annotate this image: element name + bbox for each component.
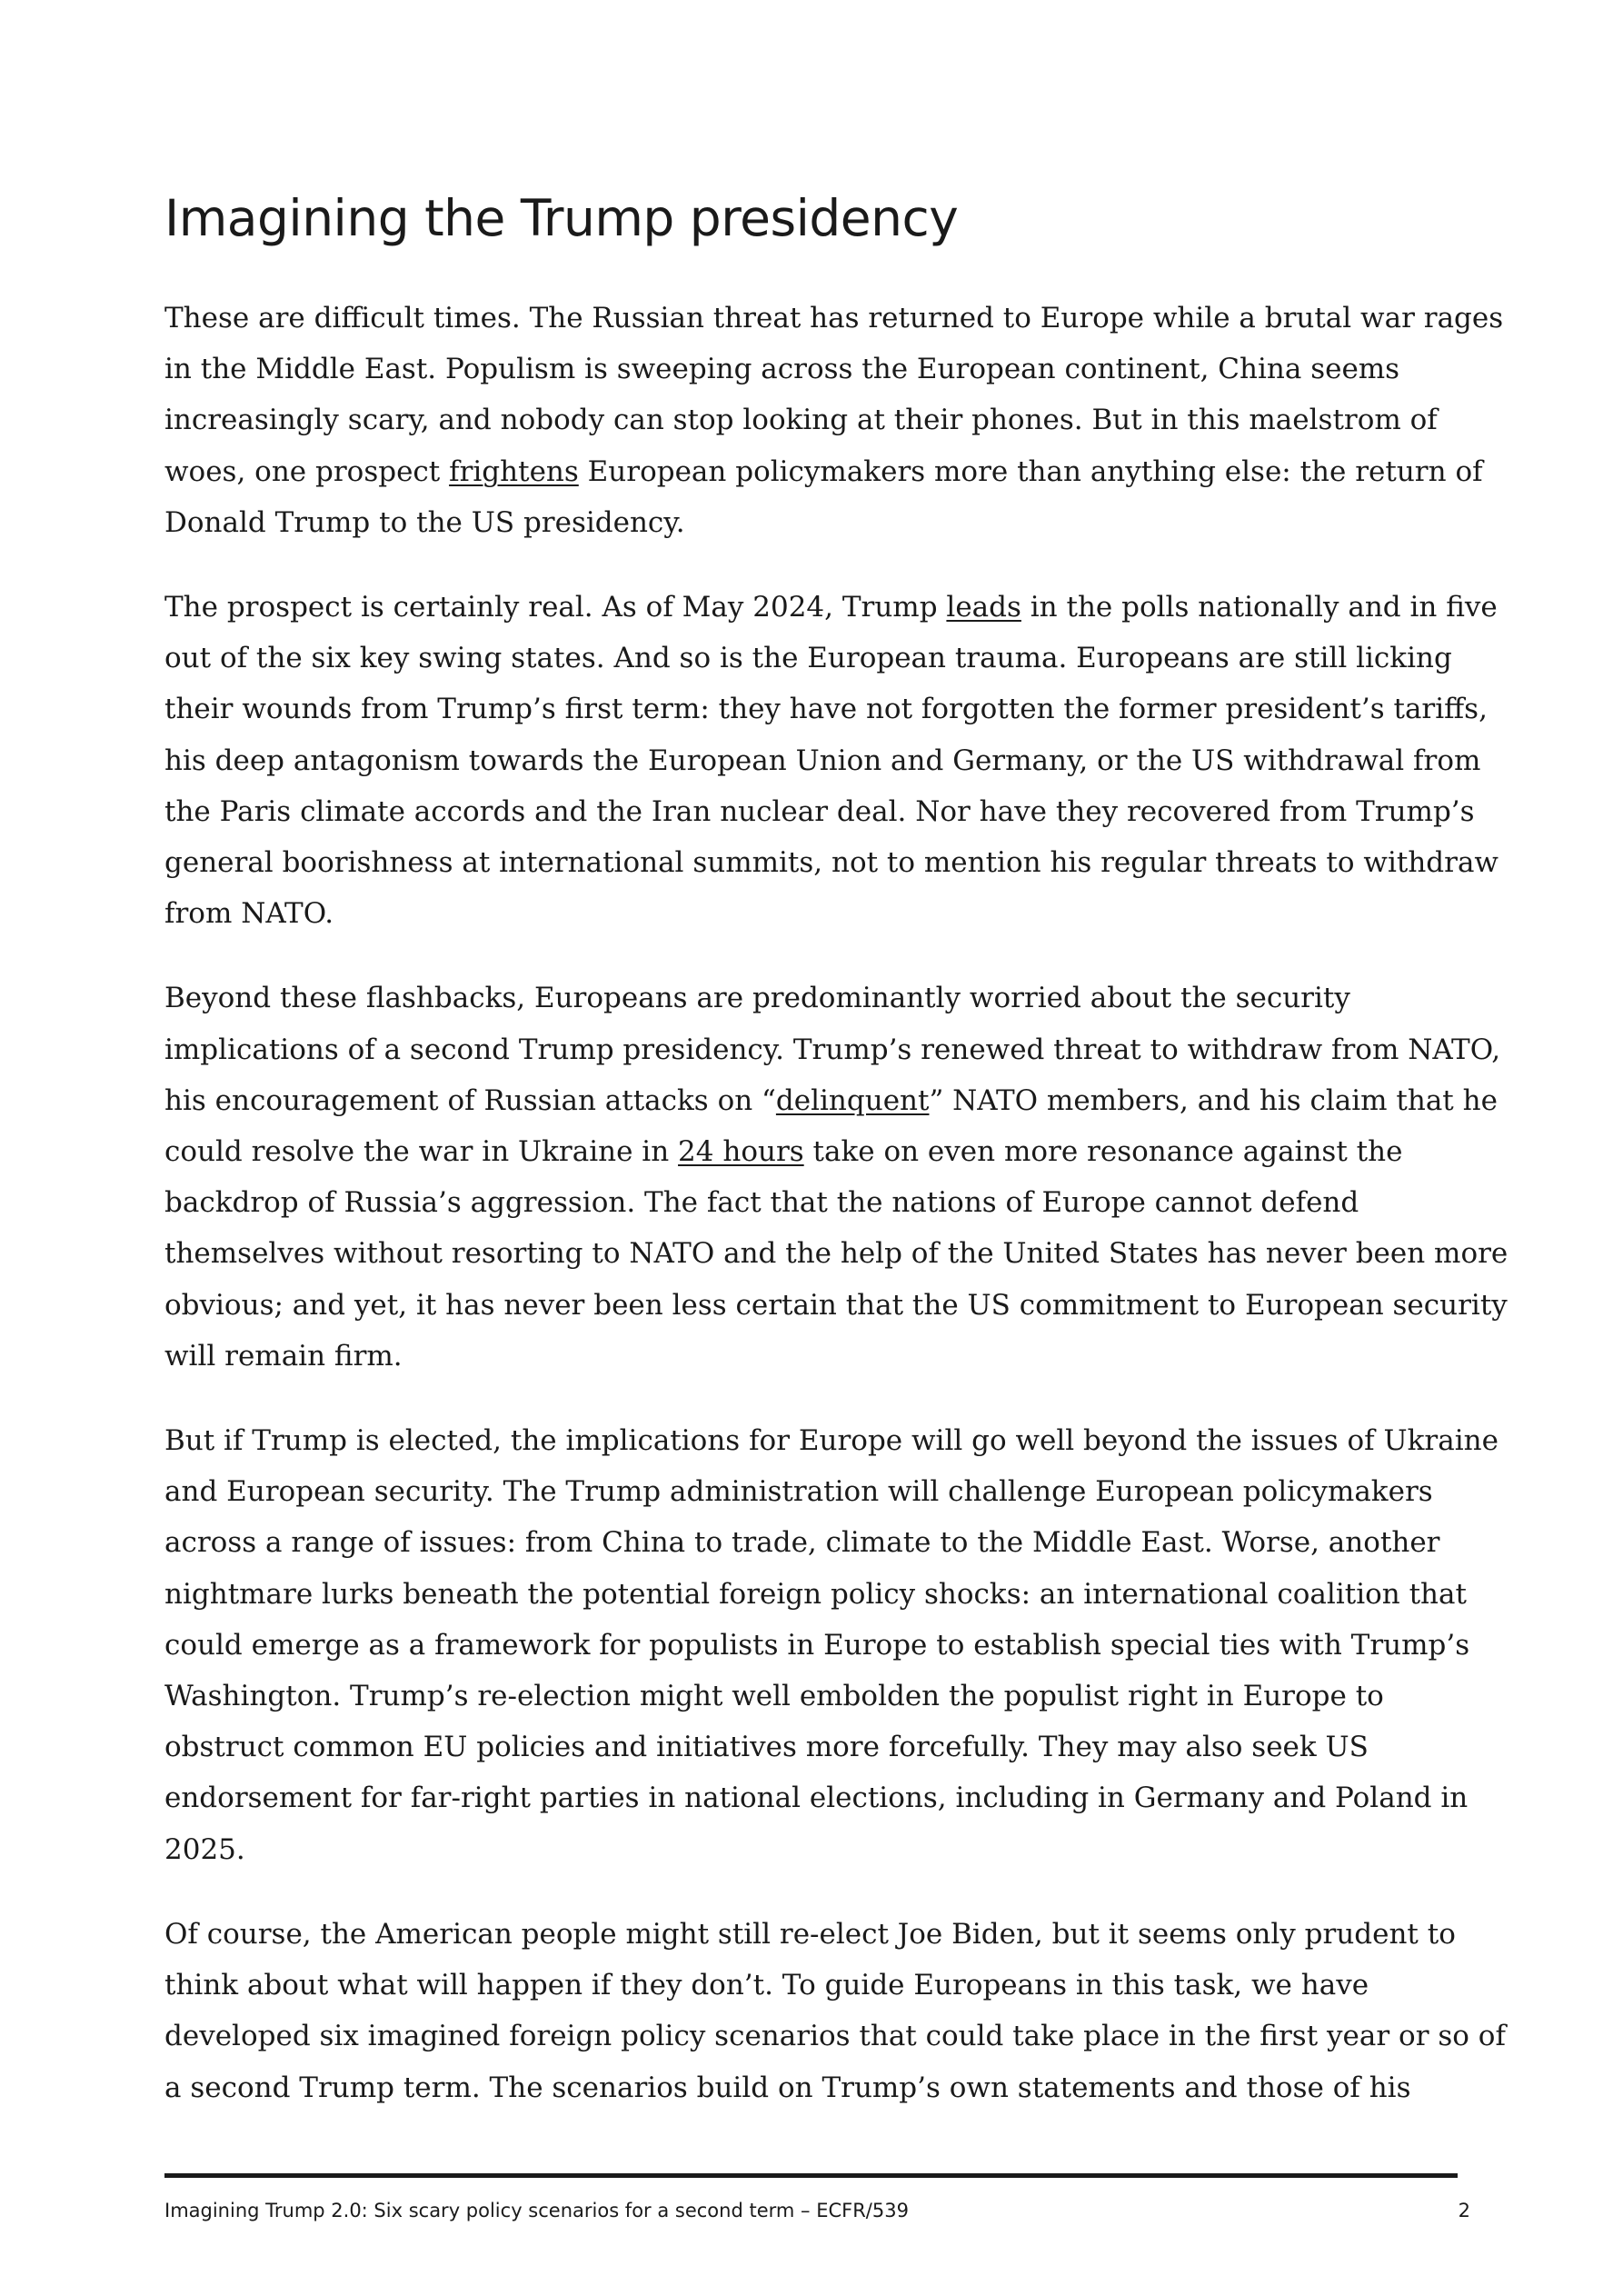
text-line [164,1722,1473,1772]
text-segment: Beyond these flashbacks, Europeans are predominantly worried about the security [164,982,1350,1015]
body-paragraph [164,973,1508,1382]
text-line [164,446,1483,497]
text-segment: themselves without resorting to NATO and the help of the United States has never been more [164,1237,1508,1271]
body-paragraph [164,293,1504,548]
text-line [164,582,1498,633]
text-line [164,1620,1473,1671]
text-segment: take on even more resonance against the [803,1135,1403,1169]
text-line [164,1824,1473,1875]
text-segment: in the Middle East. Populism is sweeping across the European continent, China seems [164,353,1400,386]
text-line [164,1415,1499,1466]
text-segment: and European security. The Trump administration will challenge European policymakers [164,1475,1433,1509]
text-line [164,1228,1508,1279]
text-segment: developed six imagined foreign policy scenarios that could take place in the first year or so of [164,2020,1506,2053]
text-line [164,1024,1501,1075]
text-line [164,1671,1473,1722]
inline-link[interactable]: 24 hours [678,1135,804,1169]
text-segment: But if Trump is elected, the implications for Europe will go well beyond the issues of Ukraine [164,1424,1499,1458]
text-segment: Washington. Trump’s re-election might well embolden the populist right in Europe to [164,1680,1384,1713]
text-line [164,1126,1473,1177]
footer-divider [164,2173,1458,2178]
footer-publication-title: Imagining Trump 2.0: Six scary policy scenarios for a second term – ECFR/539 [164,2200,909,2221]
text-line [164,293,1504,344]
text-line [164,684,1488,734]
text-line [164,344,1473,394]
text-segment: Donald Trump to the US presidency. [164,505,685,539]
text-segment: Of course, the American people might still re-elect Joe Biden, but it seems only prudent to [164,1917,1456,1951]
text-line [164,1177,1473,1228]
text-segment: will remain firm. [164,1339,403,1373]
text-line [164,973,1473,1023]
text-line [164,633,1473,684]
text-segment: think about what will happen if they don’t. To guide Europeans in this task, we have [164,1969,1369,2002]
text-segment: The prospect is certainly real. As of May 2024, Trump [164,591,947,624]
inline-link[interactable]: leads [946,591,1021,624]
text-segment: 2025. [164,1832,245,1866]
text-segment: These are difficult times. The Russian threat has returned to Europe while a brutal war rages [164,302,1504,334]
text-line [164,1280,1508,1331]
text-segment: implications of a second Trump presidency. Trump’s renewed threat to withdraw from NATO, [164,1033,1501,1066]
text-segment: backdrop of Russia’s aggression. The fact that the nations of Europe cannot defend [164,1186,1359,1220]
text-segment: in the polls nationally and in five [1021,591,1498,624]
body-paragraph [164,1909,1506,2113]
text-segment: woes, one prospect [164,454,450,488]
page-number: 2 [1458,2200,1470,2221]
text-line [164,1075,1498,1126]
text-segment: endorsement for far-right parties in national elections, including in Germany and Poland in [164,1782,1469,1815]
inline-link[interactable]: frightens [449,454,579,488]
text-line [164,735,1481,786]
text-segment: European policymakers more than anything else: the return of [578,454,1483,488]
text-line [164,497,1473,548]
text-line [164,2062,1473,2113]
text-line [164,1331,1473,1382]
text-segment: could emerge as a framework for populists in Europe to establish special ties with Trump’s [164,1628,1470,1662]
body-paragraph [164,1415,1499,1875]
text-segment: increasingly scary, and nobody can stop looking at their phones. But in this maelstrom of [164,404,1438,437]
body-paragraph [164,582,1499,939]
text-segment: from NATO. [164,897,334,931]
text-segment: obvious; and yet, it has never been less certain that the US commitment to European security [164,1288,1508,1322]
text-line [164,1772,1473,1823]
text-segment: his encouragement of Russian attacks on “ [164,1083,776,1117]
text-segment: out of the six key swing states. And so is the European trauma. Europeans are still licking [164,642,1452,675]
page-title: Imagining the Trump presidency [164,189,959,247]
body-text [164,293,1508,2147]
text-segment: across a range of issues: from China to trade, climate to the Middle East. Worse, another [164,1526,1440,1560]
text-segment: a second Trump term. The scenarios build on Trump’s own statements and those of his [164,2071,1411,2104]
text-line [164,394,1473,445]
text-segment: ” NATO members, and his claim that he [929,1083,1498,1117]
text-line [164,1569,1473,1620]
text-line [164,1909,1473,1960]
text-segment: could resolve the war in Ukraine in [164,1135,679,1169]
inline-link[interactable]: delinquent [775,1083,930,1117]
text-segment: general boorishness at international summits, not to mention his regular threats to withdraw [164,846,1499,880]
text-segment: the Paris climate accords and the Iran nuclear deal. Nor have they recovered from Trump’s [164,794,1475,828]
text-line [164,2011,1506,2061]
text-line [164,786,1473,837]
text-segment: obstruct common EU policies and initiatives more forcefully. They may also seek US [164,1731,1369,1764]
text-line [164,1517,1473,1568]
text-line [164,888,1473,939]
text-segment: nightmare lurks beneath the potential foreign policy shocks: an international coalition that [164,1577,1467,1611]
text-line [164,1466,1473,1517]
text-segment: their wounds from Trump’s first term: they have not forgotten the former president’s tariffs, [164,693,1488,726]
text-line [164,837,1499,888]
text-segment: his deep antagonism towards the European Union and Germany, or the US withdrawal from [164,744,1481,777]
text-line [164,1960,1473,2011]
